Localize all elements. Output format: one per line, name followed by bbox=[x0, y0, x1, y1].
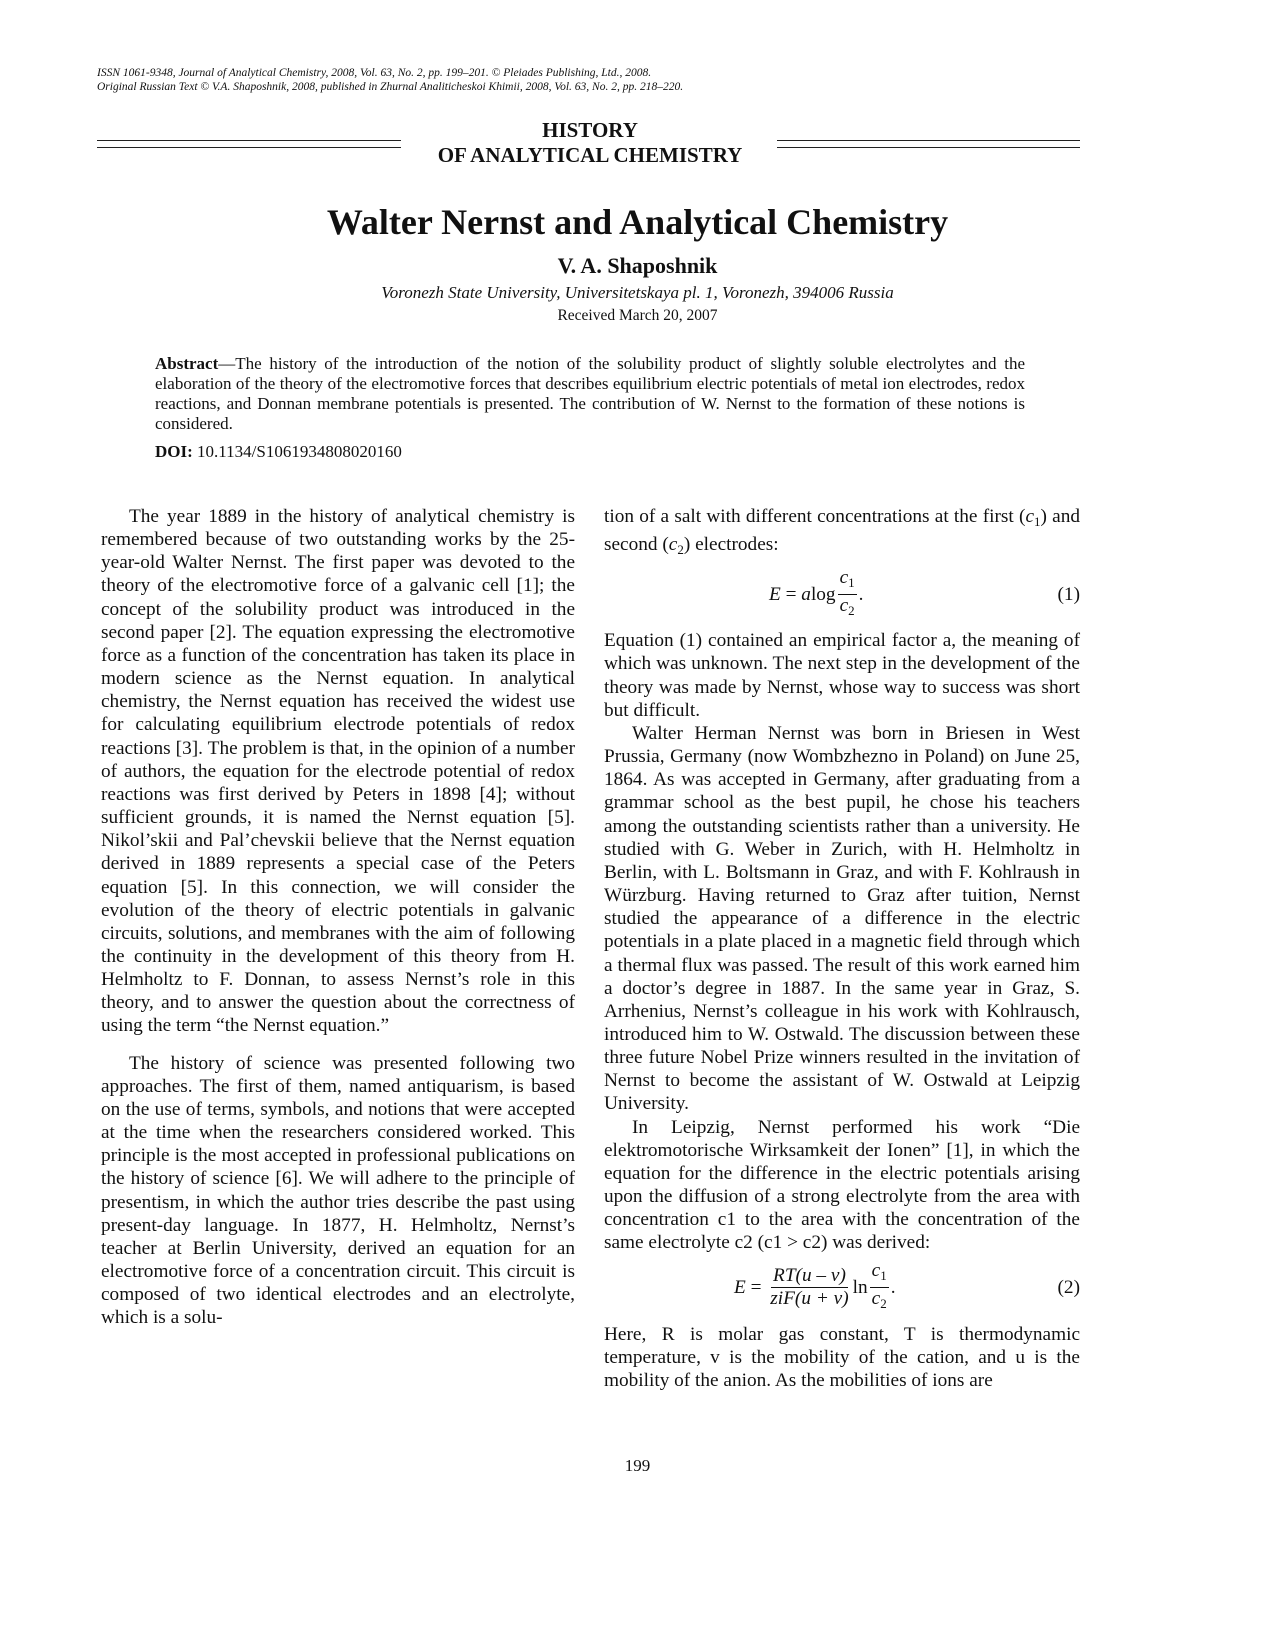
section-heading bbox=[405, 118, 775, 168]
original-text-line: Original Russian Text © V.A. Shaposhnik, 2008, published in Zhurnal Analiticheskoi Khimii, 2008, Vol. 63, No. 2, pp. 218–220. bbox=[97, 81, 684, 93]
journal-header bbox=[97, 66, 683, 94]
section-rule-right bbox=[777, 140, 1080, 148]
abstract bbox=[155, 354, 1025, 434]
equation-2-label: (2) bbox=[1057, 1276, 1080, 1298]
journal-citation-line: ISSN 1061-9348, Journal of Analytical Chemistry, 2008, Vol. 63, No. 2, pp. 199–201. © Pleiades Publishing, Ltd., 2008. bbox=[97, 67, 652, 79]
equation-1: E = a log $\frac{c_1}{c_2}$ . (1) bbox=[604, 567, 1080, 621]
paragraph-leipzig: In Leipzig, Nernst performed his work “Die elektromotorische Wirksamkeit der Ionen” [1], in which the equation for the difference in the electric potentials arising upon the diffusion of a strong electrolyte from the area with concentration c1 to the area with the concentration of the same electrolyte c2 (c1 > c2) was derived: bbox=[604, 1116, 1080, 1254]
abstract-text: —The history of the introduction of the notion of the solubility product of slightly soluble electrolytes and the elaboration of the theory of the electromotive forces that describes equilibrium electric potentials of metal ion electrodes, redox reactions, and Donnan membrane potentials is presented. The contribution of W. Nernst to the formation of these notions is considered. bbox=[155, 354, 1025, 433]
section-heading-line2: OF ANALYTICAL CHEMISTRY bbox=[437, 143, 743, 167]
paragraph-empirical-factor: Equation (1) contained an empirical factor a, the meaning of which was unknown. The next step in the development of the theory was made by Nernst, whose way to success was short but difficult. bbox=[604, 630, 1080, 721]
abstract-label: Abstract bbox=[155, 354, 219, 373]
received-date: Received March 20, 2007 bbox=[557, 307, 718, 324]
doi bbox=[155, 442, 402, 462]
paragraph-history-approaches: The history of science was presented following two approaches. The first of them, named antiquarism, is based on the use of terms, symbols, and notions that were accepted at the time when the researchers considered worked. This principle is the most accepted in professional publications on the history of science [6]. We will adhere to the principle of presentism, in which the author tries describe the past using present-day language. In 1877, H. Helmholtz, Nernst’s teacher at Berlin University, derived an equation for an electromotive force of a concentration circuit. This circuit is composed of two identical electrodes and an electrolyte, which is a solu- bbox=[101, 1052, 575, 1329]
section-rule-left bbox=[97, 140, 401, 148]
doi-value: 10.1134/S1061934808020160 bbox=[192, 442, 402, 461]
left-column bbox=[101, 505, 575, 1329]
doi-label: DOI: bbox=[155, 442, 193, 461]
paragraph-mobility: Here, R is molar gas constant, T is thermodynamic temperature, v is the mobility of the cation, and u is the mobility of the anion. As the mobilities of ions are bbox=[604, 1323, 1080, 1391]
equation-2: E = $\frac{RT(u - v)}{\text{ziF(u + v)}}$ ln $\frac{c_1}{c_2}$ . (2) bbox=[604, 1261, 1080, 1315]
page-number: 199 bbox=[624, 1456, 651, 1475]
paragraph-continuation: tion of a salt with different concentrations at the first $(c_1)$ and second $(c_2)$ electrodes: bbox=[604, 506, 1080, 558]
author-affiliation: Voronezh State University, Universitetskaya pl. 1, Voronezh, 394006 Russia bbox=[381, 283, 894, 302]
equation-1-label: (1) bbox=[1057, 583, 1080, 605]
paragraph-biography: Walter Herman Nernst was born in Briesen in West Prussia, Germany (now Wombzhezno in Poland) on June 25, 1864. As was accepted in Germany, after graduating from a grammar school as the best pupil, he chose his teachers among the outstanding scientists rather than a university. He studied with G. Weber in Zurich, with H. Helmholtz in Berlin, with L. Boltsmann in Graz, and with F. Kohlraush in Würzburg. Having returned to Graz after tuition, Nernst studied the appearance of a difference in the electric potentials in a plate placed in a magnetic field through which a thermal flux was passed. The result of this work earned him a doctor’s degree in 1887. In the same year in Graz, S. Arrhenius, Nernst’s colleague in his work with Kohlrausch, introduced him to W. Ostwald. The discussion between these three future Nobel Prize winners resulted in the invitation of Nernst to become the assistant of W. Ostwald at Leipzig University. bbox=[604, 722, 1080, 1115]
section-heading-line1: HISTORY bbox=[542, 118, 638, 142]
article-author: V. A. Shaposhnik bbox=[557, 253, 718, 278]
right-column bbox=[604, 505, 1080, 1392]
article-title: Walter Nernst and Analytical Chemistry bbox=[326, 202, 949, 242]
paragraph-intro: The year 1889 in the history of analytical chemistry is remembered because of two outstanding works by the 25-year-old Walter Nernst. The first paper was devoted to the theory of the electromotive force of a galvanic cell [1]; the concept of the solubility product was introduced in the second paper [2]. The equation expressing the electromotive force as a function of the concentration has taken its place in modern science as the Nernst equation. In analytical chemistry, the Nernst equation has received the widest use for calculating equilibrium electrode potentials of redox reactions [3]. The problem is that, in the opinion of a number of authors, the equation for the electrode potential of redox reactions was first derived by Peters in 1898 [4]; without sufficient grounds, it is named the Nernst equation [5]. Nikol’skii and Pal’chevskii believe that the Nernst equation derived in 1889 represents a special case of the Peters equation [5]. In this connection, we will consider the evolution of the theory of electric potentials in galvanic circuits, solutions, and membranes with the aim of following the continuity in the development of this theory from H. Helmholtz to F. Donnan, to assess Nernst’s role in this theory, and to answer the question about the correctness of using the term “the Nernst equation.” bbox=[101, 506, 575, 1037]
